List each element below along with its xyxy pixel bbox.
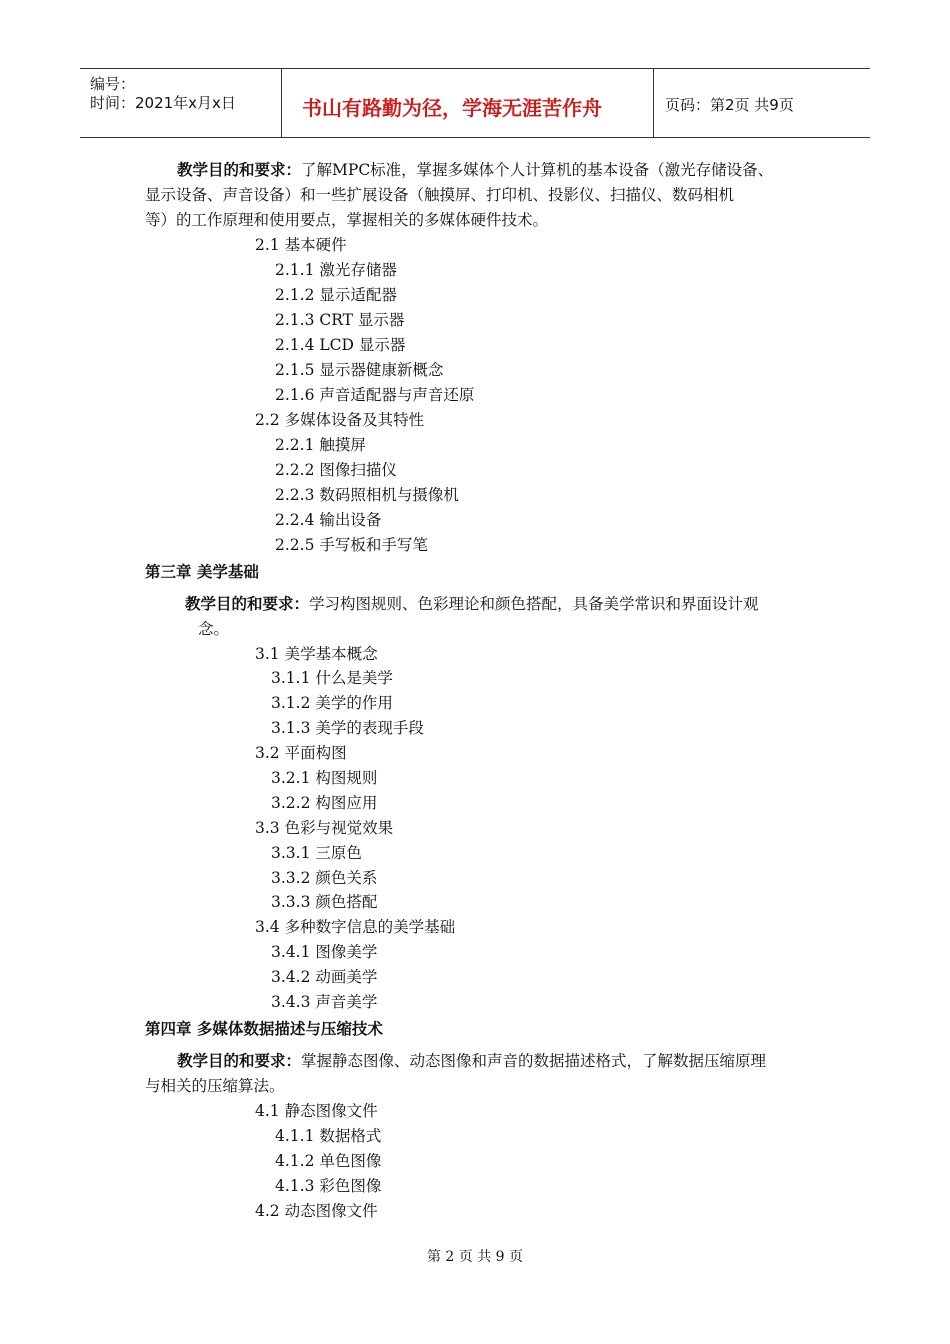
outline-item: 3.4 多种数字信息的美学基础 [255, 918, 456, 936]
outline-item: 3.1.2 美学的作用 [271, 694, 393, 712]
outline-item: 2.2.4 输出设备 [275, 511, 382, 529]
ch3-goal-line1 [185, 593, 759, 615]
outline-item: 2.1.6 声音适配器与声音还原 [275, 386, 475, 404]
outline-item: 2.2 多媒体设备及其特性 [255, 411, 425, 429]
outline-item: 2.1.5 显示器健康新概念 [275, 361, 444, 379]
outline-item: 3.2.2 构图应用 [271, 794, 378, 812]
ch4-goal-text1: 掌握静态图像、动态图像和声音的数据描述格式，了解数据压缩原理 [301, 1052, 767, 1070]
outline-item: 4.2 动态图像文件 [255, 1202, 378, 1220]
outline-item: 4.1.2 单色图像 [275, 1152, 382, 1170]
outline-item: 4.1.1 数据格式 [275, 1127, 382, 1145]
header-left-cell [80, 69, 282, 137]
outline-item: 2.2.3 数码照相机与摄像机 [275, 486, 459, 504]
outline-item: 2.2.5 手写板和手写笔 [275, 536, 428, 554]
outline-item: 4.1.3 彩色图像 [275, 1177, 382, 1195]
ch3-goal-line2: 念。 [198, 620, 230, 638]
outline-item: 3.3.1 三原色 [271, 844, 362, 862]
ch2-goal-line1 [177, 159, 773, 181]
header-center-cell [282, 69, 654, 137]
outline-item: 2.2.2 图像扫描仪 [275, 461, 397, 479]
outline-item: 2.1.1 激光存储器 [275, 261, 397, 279]
outline-item: 2.1 基本硬件 [255, 236, 347, 254]
ch3-goal-text1: 学习构图规则、色彩理论和颜色搭配，具备美学常识和界面设计观 [309, 595, 759, 613]
outline-item: 3.4.1 图像美学 [271, 943, 378, 961]
outline-item: 3.3.2 颜色关系 [271, 869, 378, 887]
outline-item: 3.1.1 什么是美学 [271, 669, 393, 687]
ch3-goal-label: 教学目的和要求： [185, 594, 310, 613]
chapter-4-title: 第四章 多媒体数据描述与压缩技术 [145, 1019, 383, 1038]
outline-item: 3.1.3 美学的表现手段 [271, 719, 424, 737]
outline-item: 3.2 平面构图 [255, 744, 347, 762]
ch4-goal-line1 [177, 1050, 766, 1072]
motto: 书山有路勤为径，学海无涯苦作舟 [302, 96, 602, 120]
chapter-3-title: 第三章 美学基础 [145, 562, 259, 581]
ch2-goal-text1: 了解MPC标准，掌握多媒体个人计算机的基本设备（激光存储设备、 [301, 161, 774, 179]
outline-item: 4.1 静态图像文件 [255, 1102, 378, 1120]
ch2-goal-line2: 显示设备、声音设备）和一些扩展设备（触摸屏、打印机、投影仪、扫描仪、数码相机 [145, 186, 735, 204]
outline-item: 2.1.3 CRT 显示器 [275, 311, 405, 329]
ch4-goal-line2: 与相关的压缩算法。 [145, 1077, 285, 1095]
serial-label: 编号： [90, 75, 136, 93]
ch2-goal-label: 教学目的和要求： [177, 160, 302, 179]
outline-item: 2.1.4 LCD 显示器 [275, 336, 406, 354]
outline-item: 3.4.2 动画美学 [271, 968, 378, 986]
time-label: 时间：2021年x月x日 [90, 94, 236, 112]
ch2-goal-line3: 等）的工作原理和使用要点，掌握相关的多媒体硬件技术。 [145, 211, 549, 229]
header-table [80, 68, 870, 138]
ch4-goal-label: 教学目的和要求： [177, 1051, 302, 1070]
outline-item: 3.3 色彩与视觉效果 [255, 819, 394, 837]
outline-item: 2.2.1 触摸屏 [275, 436, 366, 454]
header-right-cell [655, 69, 870, 137]
outline-item: 3.4.3 声音美学 [271, 993, 378, 1011]
outline-item: 3.2.1 构图规则 [271, 769, 378, 787]
page-footer: 第 2 页 共 9 页 [426, 1249, 524, 1265]
page-label: 页码：第2页 共9页 [665, 96, 794, 114]
outline-item: 3.3.3 颜色搭配 [271, 893, 378, 911]
outline-item: 2.1.2 显示适配器 [275, 286, 397, 304]
outline-item: 3.1 美学基本概念 [255, 645, 378, 663]
